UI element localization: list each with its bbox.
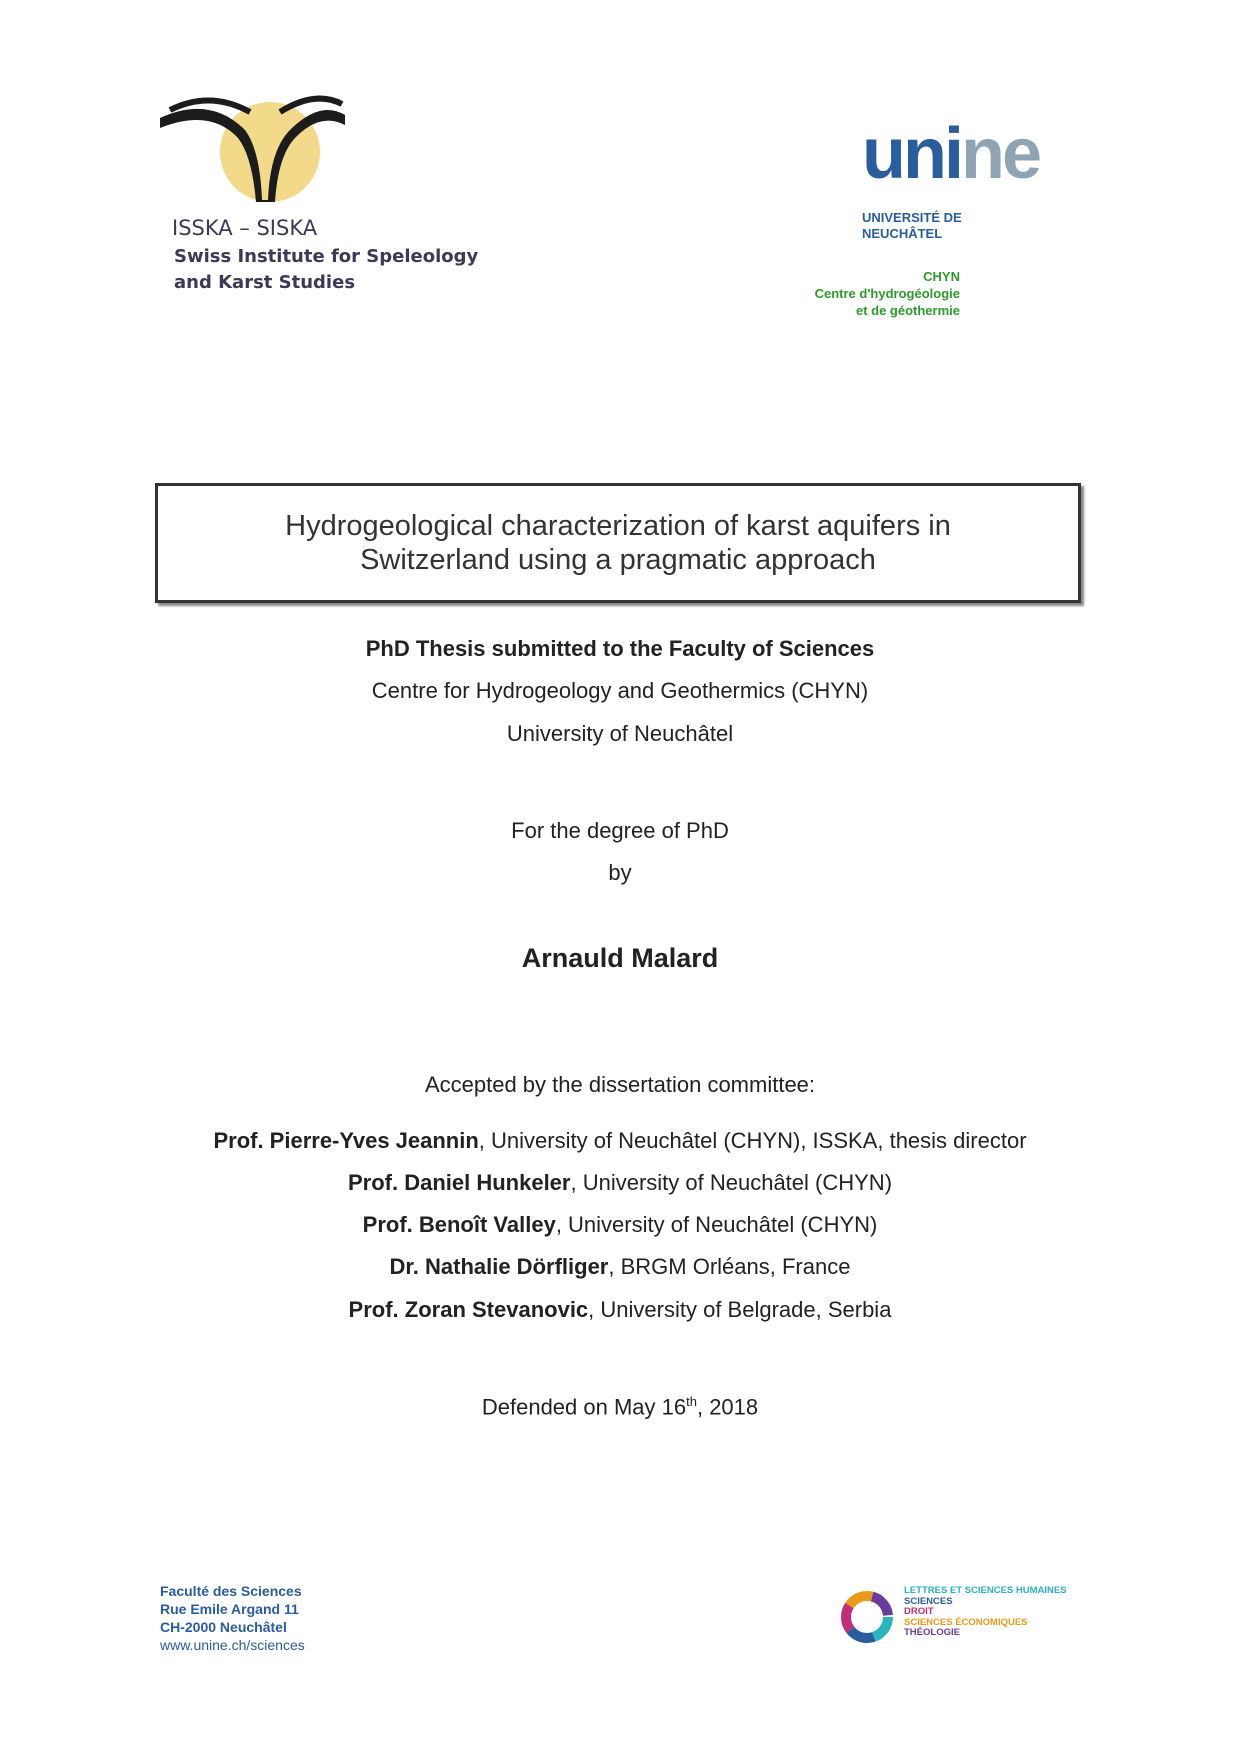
faculty-ring-icon xyxy=(838,1588,896,1646)
chyn-label: CHYN xyxy=(923,269,960,284)
degree-line1: For the degree of PhD xyxy=(511,818,729,843)
faculty-item: LETTRES ET SCIENCES HUMAINES xyxy=(904,1585,1067,1596)
address-line3: CH-2000 Neuchâtel xyxy=(160,1619,287,1635)
faculty-item: SCIENCES xyxy=(904,1595,953,1607)
address-line2: Rue Emile Argand 11 xyxy=(160,1601,299,1617)
author-name: Arnauld Malard xyxy=(521,943,719,973)
faculty-logo xyxy=(838,1582,1098,1652)
committee-member-name: Prof. Daniel Hunkeler xyxy=(347,1170,571,1195)
thesis-title-line1: Hydrogeological characterization of karst aquifers in xyxy=(285,510,951,542)
degree-line2: by xyxy=(608,860,632,885)
committee-member xyxy=(0,1254,1240,1280)
committee-member-affiliation: , University of Neuchâtel (CHYN) xyxy=(570,1170,893,1195)
unine-line2: NEUCHÂTEL xyxy=(862,226,943,241)
unine-wordmark: unine xyxy=(862,114,1039,194)
faculty-item: SCIENCES ÉCONOMIQUES xyxy=(904,1616,1028,1628)
chyn-description-line1: Centre d'hydrogéologie xyxy=(814,286,960,301)
isska-emblem-icon xyxy=(150,90,350,210)
defense-date: Defended on May 16th, 2018 xyxy=(481,1394,759,1420)
committee-member xyxy=(0,1170,1240,1196)
faculty-url[interactable]: www.unine.ch/sciences xyxy=(160,1637,305,1653)
submission-line1: PhD Thesis submitted to the Faculty of Sciences xyxy=(365,636,875,661)
committee-intro: Accepted by the dissertation committee: xyxy=(424,1072,816,1097)
isska-logo xyxy=(150,90,510,320)
faculty-item: THÉOLOGIE xyxy=(904,1627,960,1638)
thesis-title-box xyxy=(155,483,1081,603)
unine-logo xyxy=(780,114,1039,328)
committee-member-name: Prof. Benoît Valley xyxy=(362,1212,556,1237)
committee-member xyxy=(0,1297,1240,1323)
submission-line3: University of Neuchâtel xyxy=(506,721,734,746)
submission-line2: Centre for Hydrogeology and Geothermics (CHYN) xyxy=(371,678,869,703)
isska-description-line2: and Karst Studies xyxy=(174,272,356,293)
faculty-list xyxy=(904,1586,1067,1639)
committee-member xyxy=(0,1212,1240,1238)
committee-member xyxy=(0,1128,1240,1154)
committee-member-name: Dr. Nathalie Dörfliger xyxy=(389,1254,609,1279)
committee-member-affiliation: , University of Belgrade, Serbia xyxy=(588,1297,892,1322)
committee-member-name: Prof. Zoran Stevanovic xyxy=(348,1297,589,1322)
committee-member-affiliation: , University of Neuchâtel (CHYN), ISSKA, thesis director xyxy=(478,1128,1027,1153)
faculty-item: DROIT xyxy=(904,1606,934,1617)
isska-name: ISSKA – SISKA xyxy=(172,216,318,240)
address-line1: Faculté des Sciences xyxy=(160,1583,302,1599)
committee-member-affiliation: , University of Neuchâtel (CHYN) xyxy=(555,1212,878,1237)
thesis-title-line2: Switzerland using a pragmatic approach xyxy=(360,544,876,576)
footer-address xyxy=(160,1582,305,1654)
committee-member-name: Prof. Pierre-Yves Jeannin xyxy=(213,1128,479,1153)
unine-line1: UNIVERSITÉ DE xyxy=(862,210,962,225)
isska-description-line1: Swiss Institute for Speleology xyxy=(174,246,479,267)
chyn-description-line2: et de géothermie xyxy=(855,303,960,318)
chyn-block xyxy=(815,268,960,319)
committee-member-affiliation: , BRGM Orléans, France xyxy=(608,1254,851,1279)
